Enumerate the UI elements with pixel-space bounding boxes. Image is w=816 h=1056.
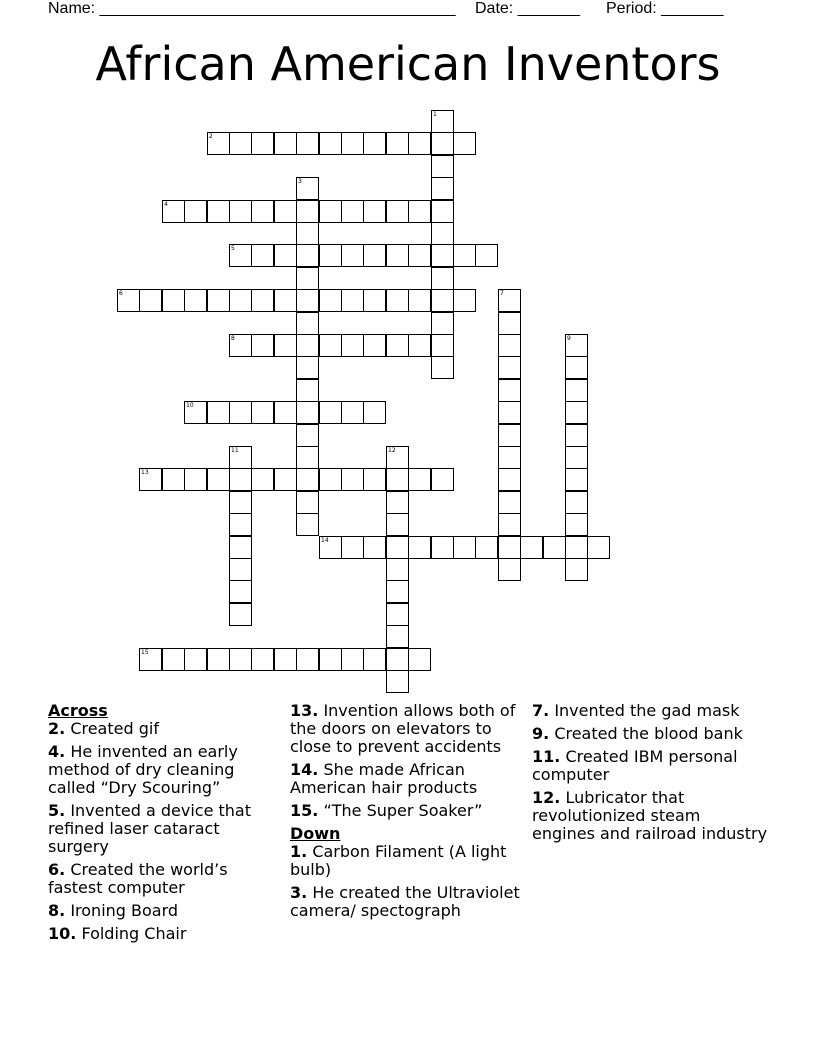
- crossword-cell[interactable]: [453, 132, 476, 155]
- crossword-cell[interactable]: [386, 289, 409, 312]
- crossword-cell[interactable]: [319, 334, 342, 357]
- crossword-cell[interactable]: [296, 289, 319, 312]
- crossword-cell[interactable]: [386, 603, 409, 626]
- crossword-cell[interactable]: [431, 132, 454, 155]
- clue-number: 5: [231, 245, 235, 252]
- crossword-cell[interactable]: [251, 200, 274, 223]
- crossword-cell[interactable]: [296, 468, 319, 491]
- crossword-cell[interactable]: [296, 379, 319, 402]
- crossword-cell[interactable]: [475, 536, 498, 559]
- crossword-cell[interactable]: [229, 132, 252, 155]
- crossword-cell[interactable]: [184, 648, 207, 671]
- crossword-cell[interactable]: [363, 401, 386, 424]
- crossword-cell[interactable]: [162, 468, 185, 491]
- crossword-cell[interactable]: [543, 536, 566, 559]
- crossword-cell[interactable]: [251, 648, 274, 671]
- crossword-cell[interactable]: [296, 401, 319, 424]
- crossword-cell[interactable]: [587, 536, 610, 559]
- crossword-cell[interactable]: [386, 536, 409, 559]
- crossword-cell[interactable]: [386, 132, 409, 155]
- clue-across: 2. Created gif: [48, 719, 159, 738]
- crossword-cell[interactable]: [498, 558, 521, 581]
- across-heading: Across: [48, 701, 108, 720]
- crossword-cell[interactable]: [498, 468, 521, 491]
- crossword-cell[interactable]: [274, 648, 297, 671]
- crossword-cell[interactable]: [363, 648, 386, 671]
- crossword-cell[interactable]: [408, 200, 431, 223]
- crossword-cell[interactable]: [229, 446, 252, 469]
- name-field-label: Name: ________________________________________: [48, 0, 456, 17]
- crossword-cell[interactable]: [319, 401, 342, 424]
- crossword-cell[interactable]: [274, 289, 297, 312]
- crossword-cell[interactable]: [565, 424, 588, 447]
- crossword-cell[interactable]: [251, 289, 274, 312]
- crossword-cell[interactable]: [431, 289, 454, 312]
- crossword-cell[interactable]: [498, 424, 521, 447]
- crossword-cell[interactable]: [453, 536, 476, 559]
- crossword-cell[interactable]: [498, 289, 521, 312]
- crossword-cell[interactable]: [565, 379, 588, 402]
- crossword-cell[interactable]: [431, 110, 454, 133]
- crossword-cell[interactable]: [498, 513, 521, 536]
- crossword-cell[interactable]: [386, 558, 409, 581]
- clue-number: 8: [231, 335, 235, 342]
- crossword-cell[interactable]: [274, 468, 297, 491]
- crossword-cell[interactable]: [341, 648, 364, 671]
- clue-column-2: [290, 702, 526, 925]
- clue-column-1: [48, 702, 278, 948]
- crossword-cell[interactable]: [386, 200, 409, 223]
- crossword-cell[interactable]: [296, 200, 319, 223]
- crossword-cell[interactable]: [229, 289, 252, 312]
- crossword-cell[interactable]: [274, 334, 297, 357]
- crossword-cell[interactable]: [498, 356, 521, 379]
- crossword-cell[interactable]: [386, 513, 409, 536]
- crossword-cell[interactable]: [408, 468, 431, 491]
- crossword-cell[interactable]: [431, 155, 454, 178]
- clue-across: 6. Created the world’s fastest computer: [48, 860, 228, 897]
- crossword-cell[interactable]: [229, 558, 252, 581]
- clue-across: 13. Invention allows both of the doors on elevators to close to prevent accidents: [290, 701, 516, 756]
- crossword-cell[interactable]: [453, 289, 476, 312]
- crossword-cell[interactable]: [229, 648, 252, 671]
- crossword-cell[interactable]: [431, 267, 454, 290]
- crossword-cell[interactable]: [431, 356, 454, 379]
- clue-down: 12. Lubricator that revolutionized steam engines and railroad industry: [532, 788, 768, 843]
- crossword-cell[interactable]: [296, 312, 319, 335]
- crossword-cell[interactable]: [431, 244, 454, 267]
- crossword-cell[interactable]: [207, 289, 230, 312]
- crossword-cell[interactable]: [341, 132, 364, 155]
- clue-number: 14: [321, 537, 329, 544]
- crossword-cell[interactable]: [274, 200, 297, 223]
- clue-down: 1. Carbon Filament (A light bulb): [290, 842, 507, 879]
- clue-number: 7: [500, 290, 504, 297]
- date-field-label: Date: _______: [475, 0, 580, 17]
- crossword-cell[interactable]: [363, 334, 386, 357]
- crossword-cell[interactable]: [229, 401, 252, 424]
- clue-column-3: [532, 702, 768, 848]
- crossword-cell[interactable]: [229, 536, 252, 559]
- crossword-cell[interactable]: [363, 289, 386, 312]
- crossword-cell[interactable]: [431, 468, 454, 491]
- clue-down: 7. Invented the gad mask: [532, 701, 740, 720]
- crossword-cell[interactable]: [565, 334, 588, 357]
- clue-across: 8. Ironing Board: [48, 901, 179, 920]
- crossword-cell[interactable]: [431, 177, 454, 200]
- clue-number: 12: [388, 447, 396, 454]
- crossword-cell[interactable]: [341, 289, 364, 312]
- crossword-cell[interactable]: [498, 312, 521, 335]
- crossword-cell[interactable]: [296, 491, 319, 514]
- clue-number: 3: [298, 178, 302, 185]
- crossword-cell[interactable]: [229, 580, 252, 603]
- page-title: African American Inventors: [95, 37, 721, 91]
- crossword-cell[interactable]: [565, 468, 588, 491]
- clue-across: 10. Folding Chair: [48, 924, 187, 943]
- crossword-cell[interactable]: [274, 132, 297, 155]
- crossword-cell[interactable]: [229, 200, 252, 223]
- crossword-cell[interactable]: [408, 244, 431, 267]
- crossword-cell[interactable]: [408, 334, 431, 357]
- crossword-cell[interactable]: [319, 132, 342, 155]
- crossword-cell[interactable]: [386, 334, 409, 357]
- crossword-cell[interactable]: [139, 289, 162, 312]
- crossword-cell[interactable]: [363, 468, 386, 491]
- clue-across: 5. Invented a device that refined laser cataract surgery: [48, 801, 252, 856]
- crossword-cell[interactable]: [319, 200, 342, 223]
- crossword-cell[interactable]: [274, 244, 297, 267]
- crossword-cell[interactable]: [296, 356, 319, 379]
- crossword-cell[interactable]: [498, 536, 521, 559]
- crossword-cell[interactable]: [251, 244, 274, 267]
- clue-number: 4: [164, 201, 168, 208]
- crossword-cell[interactable]: [386, 446, 409, 469]
- crossword-cell[interactable]: [162, 200, 185, 223]
- crossword-cell[interactable]: [296, 177, 319, 200]
- clue-down: 11. Created IBM personal computer: [532, 747, 738, 784]
- crossword-cell[interactable]: [431, 334, 454, 357]
- crossword-cell[interactable]: [319, 536, 342, 559]
- crossword-cell[interactable]: [431, 312, 454, 335]
- crossword-cell[interactable]: [341, 401, 364, 424]
- period-field-label: Period: _______: [606, 0, 724, 17]
- clue-number: 11: [231, 447, 239, 454]
- crossword-cell[interactable]: [341, 468, 364, 491]
- crossword-cell[interactable]: [386, 625, 409, 648]
- crossword-cell[interactable]: [296, 334, 319, 357]
- crossword-cell[interactable]: [319, 648, 342, 671]
- crossword-cell[interactable]: [408, 132, 431, 155]
- crossword-cell[interactable]: [296, 446, 319, 469]
- clue-number: 15: [141, 649, 149, 656]
- crossword-cell[interactable]: [453, 244, 476, 267]
- crossword-cell[interactable]: [274, 401, 297, 424]
- crossword-cell[interactable]: [565, 401, 588, 424]
- crossword-cell[interactable]: [207, 401, 230, 424]
- crossword-cell[interactable]: [251, 334, 274, 357]
- crossword-cell[interactable]: [408, 289, 431, 312]
- crossword-cell[interactable]: [498, 401, 521, 424]
- crossword-cell[interactable]: [565, 491, 588, 514]
- crossword-cell[interactable]: [386, 670, 409, 693]
- crossword-cell[interactable]: [139, 468, 162, 491]
- clue-number: 13: [141, 469, 149, 476]
- crossword-cell[interactable]: [408, 536, 431, 559]
- crossword-cell[interactable]: [319, 244, 342, 267]
- crossword-cell[interactable]: [251, 401, 274, 424]
- crossword-cell[interactable]: [565, 513, 588, 536]
- crossword-cell[interactable]: [296, 424, 319, 447]
- crossword-cell[interactable]: [296, 648, 319, 671]
- crossword-cell[interactable]: [363, 132, 386, 155]
- crossword-cell[interactable]: [498, 379, 521, 402]
- crossword-cell[interactable]: [117, 289, 140, 312]
- crossword-cell[interactable]: [565, 446, 588, 469]
- crossword-cell[interactable]: [184, 200, 207, 223]
- crossword-cell[interactable]: [229, 334, 252, 357]
- crossword-cell[interactable]: [207, 132, 230, 155]
- crossword-cell[interactable]: [296, 267, 319, 290]
- crossword-cell[interactable]: [229, 513, 252, 536]
- crossword-cell[interactable]: [207, 648, 230, 671]
- crossword-cell[interactable]: [319, 468, 342, 491]
- crossword-cell[interactable]: [498, 334, 521, 357]
- clue-number: 10: [186, 402, 194, 409]
- crossword-cell[interactable]: [162, 648, 185, 671]
- crossword-cell[interactable]: [386, 491, 409, 514]
- crossword-cell[interactable]: [341, 244, 364, 267]
- crossword-cell[interactable]: [565, 356, 588, 379]
- crossword-cell[interactable]: [386, 244, 409, 267]
- crossword-cell[interactable]: [363, 244, 386, 267]
- crossword-cell[interactable]: [386, 580, 409, 603]
- crossword-cell[interactable]: [565, 536, 588, 559]
- crossword-cell[interactable]: [207, 200, 230, 223]
- crossword-cell[interactable]: [475, 244, 498, 267]
- crossword-cell[interactable]: [229, 468, 252, 491]
- crossword-cell[interactable]: [431, 222, 454, 245]
- crossword-cell[interactable]: [296, 513, 319, 536]
- crossword-cell[interactable]: [341, 334, 364, 357]
- crossword-cell[interactable]: [386, 648, 409, 671]
- crossword-cell[interactable]: [431, 200, 454, 223]
- crossword-cell[interactable]: [251, 468, 274, 491]
- clue-number: 2: [209, 133, 213, 140]
- crossword-cell[interactable]: [207, 468, 230, 491]
- clue-across: 15. “The Super Soaker”: [290, 801, 483, 820]
- crossword-cell[interactable]: [408, 648, 431, 671]
- crossword-cell[interactable]: [363, 536, 386, 559]
- clue-across: 4. He invented an early method of dry cleaning called “Dry Scouring”: [48, 742, 238, 797]
- crossword-cell[interactable]: [341, 200, 364, 223]
- crossword-cell[interactable]: [229, 603, 252, 626]
- clue-number: 1: [433, 111, 437, 118]
- crossword-cell[interactable]: [296, 222, 319, 245]
- crossword-cell[interactable]: [184, 401, 207, 424]
- clue-number: 9: [567, 335, 571, 342]
- crossword-cell[interactable]: [341, 536, 364, 559]
- crossword-cell[interactable]: [498, 491, 521, 514]
- crossword-cell[interactable]: [363, 200, 386, 223]
- crossword-cell[interactable]: [251, 132, 274, 155]
- crossword-cell[interactable]: [319, 289, 342, 312]
- crossword-cell[interactable]: [184, 289, 207, 312]
- crossword-cell[interactable]: [498, 446, 521, 469]
- clue-across: 14. She made African American hair products: [290, 760, 478, 797]
- crossword-cell[interactable]: [296, 132, 319, 155]
- clue-number: 6: [119, 290, 123, 297]
- crossword-cell[interactable]: [386, 468, 409, 491]
- crossword-cell[interactable]: [229, 244, 252, 267]
- crossword-cell[interactable]: [431, 536, 454, 559]
- crossword-cell[interactable]: [184, 468, 207, 491]
- crossword-cell[interactable]: [229, 491, 252, 514]
- crossword-cell[interactable]: [520, 536, 543, 559]
- crossword-cell[interactable]: [162, 289, 185, 312]
- crossword-cell[interactable]: [296, 244, 319, 267]
- crossword-cell[interactable]: [565, 558, 588, 581]
- crossword-cell[interactable]: [139, 648, 162, 671]
- clue-down: 3. He created the Ultraviolet camera/ spectograph: [290, 883, 520, 920]
- down-heading: Down: [290, 824, 341, 843]
- clue-down: 9. Created the blood bank: [532, 724, 743, 743]
